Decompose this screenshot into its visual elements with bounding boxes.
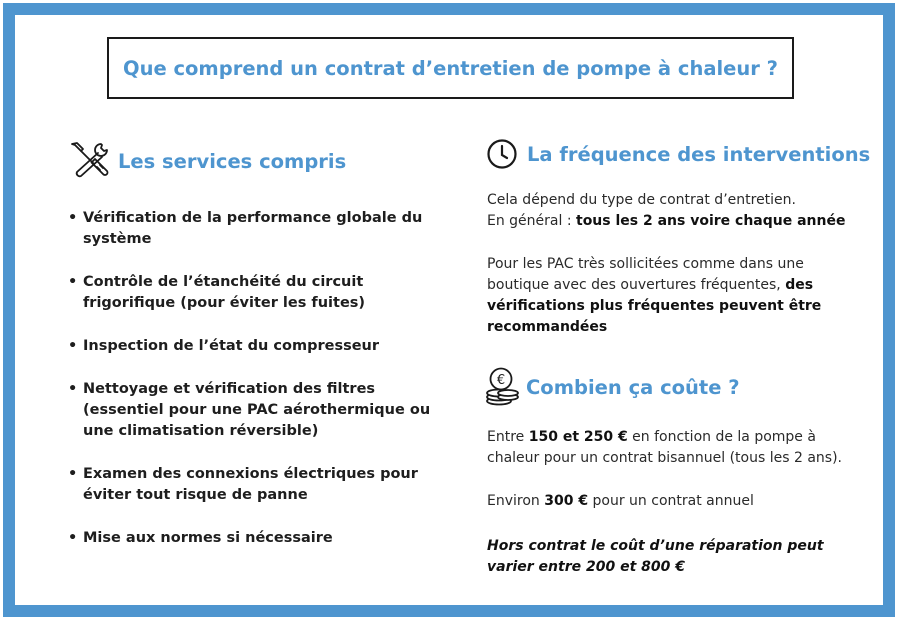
bullet: • [68,530,78,546]
frequency-line-1: Cela dépend du type de contrat d’entretien. [487,192,796,208]
list-item [68,464,438,506]
cost-p1-bold: 150 et 250 € [528,429,628,445]
frequency-heading [486,138,870,170]
cost-paragraph-2 [487,491,862,512]
clock-icon [486,138,518,170]
list-item-text: Inspection de l’état du compresseur [83,338,380,354]
cost-heading [484,367,740,407]
frequency-p2-text: Pour les PAC très sollicitées comme dans une boutique avec des ouvertures fréquentes, [487,256,804,293]
services-heading [68,140,346,182]
page-title: Que comprend un contrat d’entretien de pompe à chaleur ? [123,56,778,80]
list-item-text: Nettoyage et vérification des filtres (essentiel pour une PAC aérothermique ou une climatisation réversible) [83,381,431,439]
bullet: • [68,381,78,397]
bullet: • [68,338,78,354]
services-list [68,208,438,571]
cost-paragraph-3 [487,536,857,578]
frequency-line-2 [487,211,862,232]
frequency-line-2-bold: tous les 2 ans voire chaque année [576,213,846,229]
list-item-text: Vérification de la performance globale du système [83,210,423,247]
list-item-text: Mise aux normes si nécessaire [83,530,333,546]
frequency-paragraph-2 [487,254,862,338]
frequency-paragraph-1 [487,190,862,232]
svg-text:€: € [496,373,506,388]
list-item [68,272,438,314]
frequency-line-2-prefix: En général : [487,213,576,229]
frequency-heading-label: La fréquence des interventions [527,142,871,166]
list-item [68,208,438,250]
cost-p2-prefix: Environ [487,493,545,509]
list-item [68,379,438,442]
list-item [68,336,438,357]
list-item [68,528,438,549]
cost-p3-text: Hors contrat le coût d’une réparation peut varier entre 200 et 800 € [487,538,824,575]
bullet: • [68,274,78,290]
euro-coins-icon [484,367,520,407]
tools-icon [68,140,112,182]
cost-p1-prefix: Entre [487,429,529,445]
list-item-text: Examen des connexions électriques pour éviter tout risque de panne [83,466,418,503]
cost-p2-suffix: pour un contrat annuel [588,493,754,509]
bullet: • [68,210,78,226]
bullet: • [68,466,78,482]
services-heading-label: Les services compris [118,149,347,173]
frequency-p2-bold: des vérifications plus fréquentes peuvent être recommandées [487,277,822,335]
cost-p1-suffix: en fonction de la pompe à chaleur pour un contrat bisannuel (tous les 2 ans). [487,429,842,466]
list-item-text: Contrôle de l’étanchéité du circuit frigorifique (pour éviter les fuites) [83,274,366,311]
cost-p2-bold: 300 € [544,493,589,509]
cost-heading-label: Combien ça coûte ? [526,375,740,399]
title-box [107,37,794,99]
cost-paragraph-1 [487,427,862,469]
